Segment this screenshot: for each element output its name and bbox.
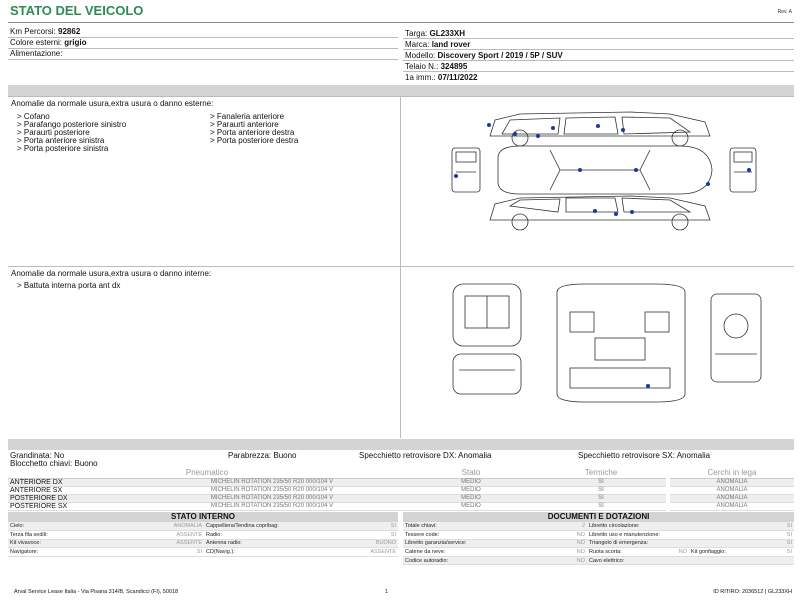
- tyres-table: [8, 468, 794, 511]
- footer-address: Arval Service Lease Italia - Via Pisana 314/B, Scandicci (FI), 50018: [14, 589, 179, 595]
- table-row: [8, 531, 398, 540]
- title-divider: [8, 22, 794, 23]
- table-row: [8, 486, 794, 494]
- row-divider: [403, 60, 794, 61]
- field-value: [689, 556, 794, 565]
- tyre-thermal: SI: [536, 486, 666, 494]
- panel-top: [8, 96, 794, 97]
- external-damage-list-2: [210, 113, 298, 145]
- table-row: [8, 478, 794, 486]
- fuel-row: Alimentazione:: [10, 49, 63, 58]
- field-label: Tessere code:: [403, 531, 503, 540]
- field-value: SI: [314, 531, 398, 540]
- page-number: 1: [385, 589, 389, 595]
- list-item: > Battuta interna porta ant dx: [17, 281, 121, 290]
- field-label: Cielo:: [8, 522, 108, 531]
- exterior-car-diagram: [440, 108, 760, 234]
- list-item: > Porta anteriore sinistra: [17, 136, 105, 145]
- field-label: Kit gonfiaggio:: [691, 549, 726, 556]
- field-value: NO: [503, 531, 587, 540]
- field-value: SI: [786, 549, 792, 556]
- table-row: [8, 494, 794, 502]
- tyre-thermal: SI: [536, 478, 666, 486]
- tyre-status: MEDIO: [406, 494, 536, 502]
- tyre-model: MICHELIN ROTATION 235/50 R20 000/104 V: [138, 478, 406, 486]
- tyre-status: MEDIO: [406, 502, 536, 510]
- plate-row: Targa: GL233XH: [405, 29, 466, 38]
- interior-status-table: [8, 522, 398, 557]
- color-row: Colore esterni: grigio: [10, 38, 87, 47]
- field-value: ASSENTE: [314, 548, 398, 557]
- table-row: [403, 531, 794, 540]
- panel-middle: [8, 266, 794, 267]
- field-label: Libretto circolazione:: [587, 522, 689, 531]
- footer-id: ID RITIRO: 2036512 | GL233XH: [713, 589, 792, 595]
- field-value: ASSENTE: [108, 531, 204, 540]
- field-pair: [689, 548, 794, 557]
- hail-status: Grandinata: No: [10, 451, 65, 460]
- field-value: 2: [503, 522, 587, 531]
- field-label: Ruota scorta:: [587, 548, 659, 557]
- field-label: Terza fila sedili:: [8, 531, 108, 540]
- field-label: Codice autoradio:: [403, 556, 503, 565]
- ignition-status: Blocchetto chiavi: Buono: [10, 459, 98, 468]
- list-item: > Cofano: [17, 112, 50, 121]
- row-divider: [403, 71, 794, 72]
- interior-status-title: STATO INTERNO: [8, 512, 398, 522]
- tyre-thermal: SI: [536, 494, 666, 502]
- tyre-position: ANTERIORE SX: [8, 486, 138, 494]
- status-header: Stato: [406, 468, 536, 478]
- interior-car-diagram: [445, 282, 765, 408]
- field-value: ASSENTE: [108, 539, 204, 548]
- table-row: [403, 548, 794, 557]
- model-row: Modello: Discovery Sport / 2019 / 5P / SUV: [405, 51, 563, 60]
- row-divider: [8, 48, 398, 49]
- row-divider: [403, 49, 794, 50]
- field-label: CD(Navig.):: [204, 548, 314, 557]
- tyre-rims: ANOMALIA: [670, 494, 794, 502]
- field-label: Cavo elettrico:: [587, 556, 689, 565]
- conditions-bar: [8, 439, 794, 450]
- tyre-thermal: SI: [536, 502, 666, 510]
- section-separator: [8, 85, 794, 96]
- mirror-sx-status: Specchietto retrovisore SX: Anomalia: [578, 451, 711, 460]
- rims-header: Cerchi in lega: [670, 468, 794, 478]
- field-value: NO: [659, 548, 689, 557]
- field-value: SI: [689, 539, 794, 548]
- field-value: SI: [108, 548, 204, 557]
- table-row: [8, 522, 398, 531]
- km-row: Km Percorsi: 92862: [10, 27, 81, 36]
- tyre-position: ANTERIORE DX: [8, 478, 138, 486]
- list-item: > Porta posteriore sinistra: [17, 144, 109, 153]
- tyre-model: MICHELIN ROTATION 235/50 R20 000/104 V: [138, 502, 406, 510]
- brand-row: Marca: land rover: [405, 40, 471, 49]
- field-label: Antenna radio:: [204, 539, 314, 548]
- panel-divider: [400, 96, 401, 438]
- table-row: [403, 556, 794, 565]
- list-item: > Parafango posteriore sinistro: [17, 120, 127, 129]
- table-row: [403, 522, 794, 531]
- tyre-status: MEDIO: [406, 486, 536, 494]
- revision-label: Rev. A: [777, 9, 792, 15]
- table-row: [8, 502, 794, 510]
- field-label: Kit vivavoce:: [8, 539, 108, 548]
- row-divider: [8, 59, 398, 60]
- field-value: SI: [689, 531, 794, 540]
- tyre-position: POSTERIORE SX: [8, 502, 138, 510]
- table-row: [403, 539, 794, 548]
- thermal-header: Termiche: [536, 468, 666, 478]
- field-value: BUONO: [314, 539, 398, 548]
- list-item: > Porta anteriore destra: [210, 128, 295, 137]
- row-divider: [403, 38, 794, 39]
- external-damage-list-1: [17, 113, 126, 153]
- documents-title: DOCUMENTI E DOTAZIONI: [403, 512, 794, 522]
- table-row: [8, 539, 398, 548]
- tyre-position: POSTERIORE DX: [8, 494, 138, 502]
- list-item: > Porta posteriore destra: [210, 136, 299, 145]
- tyre-rims: ANOMALIA: [670, 478, 794, 486]
- list-item: > Paraurti anteriore: [210, 120, 279, 129]
- chassis-row: Telaio N.: 324895: [405, 62, 468, 71]
- internal-damage-title: Anomalie da normale usura,extra usura o danno interne:: [11, 269, 212, 278]
- list-item: > Paraurti posteriore: [17, 128, 90, 137]
- external-damage-title: Anomalie da normale usura,extra usura o danno esterne:: [11, 99, 214, 108]
- field-value: SI: [314, 522, 398, 531]
- tyre-rims: ANOMALIA: [670, 502, 794, 510]
- tyre-model: MICHELIN ROTATION 235/50 R20 000/104 V: [138, 494, 406, 502]
- field-label: Libretto uso e manutenzione:: [587, 531, 689, 540]
- tyre-model: MICHELIN ROTATION 235/50 R20 000/104 V: [138, 486, 406, 494]
- field-value: NO: [503, 548, 587, 557]
- documents-table: [403, 522, 794, 565]
- mirror-dx-status: Specchietto retrovisore DX: Anomalia: [359, 451, 492, 460]
- table-row: [8, 548, 398, 557]
- field-label: Cappelliera/Tendina copribag:: [204, 522, 314, 531]
- page-title: STATO DEL VEICOLO: [10, 3, 144, 18]
- field-label: Catene da neve:: [403, 548, 503, 557]
- windshield-status: Parabrezza: Buono: [228, 451, 297, 460]
- tyre-status: MEDIO: [406, 478, 536, 486]
- field-value: NO: [503, 556, 587, 565]
- list-item: > Fanaleria anteriore: [210, 112, 285, 121]
- field-label: Navigatore:: [8, 548, 108, 557]
- field-label: Totale chiavi:: [403, 522, 503, 531]
- tyre-rims: ANOMALIA: [670, 486, 794, 494]
- field-label: Radio:: [204, 531, 314, 540]
- internal-damage-list: [17, 282, 120, 290]
- field-value: SI: [689, 522, 794, 531]
- registration-row: 1a imm.: 07/11/2022: [405, 73, 478, 82]
- field-label: Libretto garanzia/service:: [403, 539, 503, 548]
- field-value: ANOMALIA: [108, 522, 204, 531]
- tyres-header: Pneumatico: [8, 468, 406, 478]
- field-label: Triangolo di emergenza:: [587, 539, 689, 548]
- field-value: NO: [503, 539, 587, 548]
